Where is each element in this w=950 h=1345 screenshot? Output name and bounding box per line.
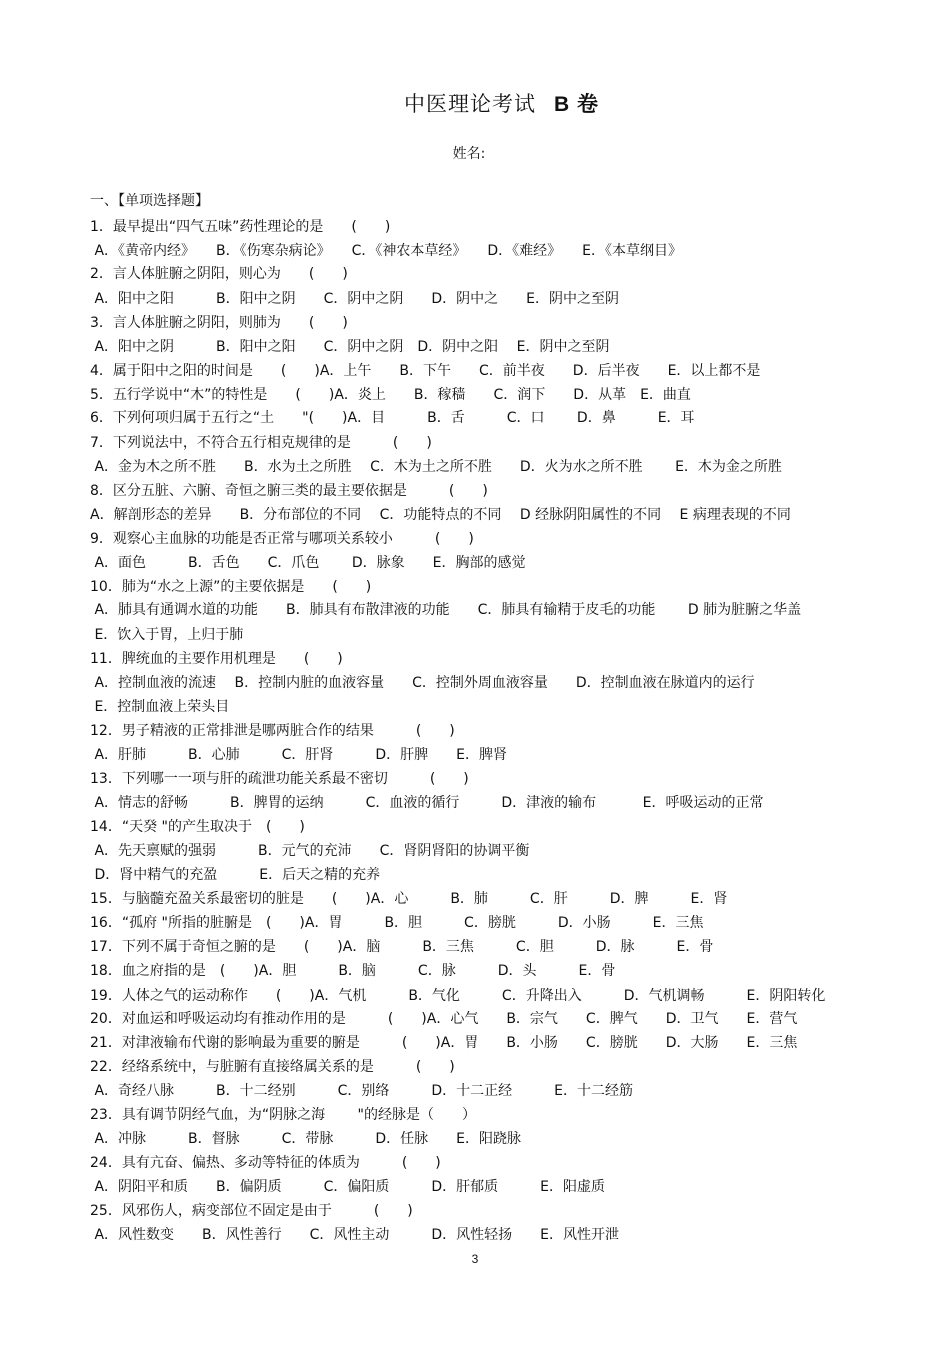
options-line: A．情志的舒畅 B．脾胃的运纳 C．血液的循行 D．津液的输布 E．呼吸运动的正常 — [90, 795, 764, 811]
question-line: 6．下列何项归属于五行之“土 "( )A．目 B．舌 C．口 D．鼻 E．耳 — [90, 410, 695, 426]
question-line: 3．言人体脏腑之阴阳，则肺为 ( ) — [90, 315, 348, 331]
options-line: A．控制血液的流速 B．控制内脏的血液容量 C．控制外周血液容量 D．控制血液在脉道内的运行 — [90, 675, 755, 691]
question-line: 19．人体之气的运动称作 ( )A．气机 B．气化 C．升降出入 D．气机调畅 E．阴阳转化 — [90, 988, 826, 1004]
options-line: A．阴阳平和质 B．偏阴质 C．偏阳质 D．肝郁质 E．阳虚质 — [90, 1179, 606, 1195]
options-line: A．阳中之阳 B．阳中之阴 C．阴中之阴 D．阴中之 E．阴中之至阴 — [90, 291, 620, 307]
question-line: 12．男子精液的正常排泄是哪两脏合作的结果 ( ) — [90, 723, 455, 739]
options-line: A．《黄帝内经》 B．《伤寒杂病论》 C．《神农本草经》 D．《难经》 E．《本草纲目》 — [90, 243, 683, 259]
options-line: A．肝肺 B．心肺 C．肝肾 D．肝脾 E．脾肾 — [90, 747, 508, 763]
name-label: 姓名: — [452, 146, 486, 162]
question-line: 2．言人体脏腑之阴阳，则心为 ( ) — [90, 266, 348, 282]
question-line: 16．“孤府 "所指的脏腑是 ( )A．胃 B．胆 C．膀胱 D．小肠 E．三焦 — [90, 915, 704, 931]
options-line: A．面色 B．舌色 C．爪色 D．脉象 E．胸部的感觉 — [90, 555, 526, 571]
options-line: A．风性数变 B．风性善行 C．风性主动 D．风性轻扬 E．风性开泄 — [90, 1227, 620, 1243]
title-text: 中医理论考试 — [404, 92, 536, 116]
options-line: A．奇经八脉 B．十二经别 C．别络 D．十二正经 E．十二经筋 — [90, 1083, 634, 1099]
options-line: A．先天禀赋的强弱 B．元气的充沛 C．肾阴肾阳的协调平衡 — [90, 843, 530, 859]
question-line: 18．血之府指的是 ( )A．胆 B．脑 C．脉 D．头 E．骨 — [90, 963, 616, 979]
question-line: 9．观察心主血脉的功能是否正常与哪项关系较小 ( ) — [90, 531, 474, 547]
question-line: 20．对血运和呼吸运动均有推动作用的是 ( )A．心气 B．宗气 C．脾气 D．卫气 E．营气 — [90, 1011, 798, 1027]
question-line: 1．最早提出“四气五味”药性理论的是 ( ) — [90, 219, 391, 235]
options-line: E．饮入于胃，上归于肺 — [90, 627, 244, 643]
section-heading: 一、【单项选择题】 — [90, 193, 209, 209]
options-line: D．肾中精气的充盈 E．后天之精的充养 — [90, 867, 381, 883]
question-line: 24．具有亢奋、偏热、多动等特征的体质为 ( ) — [90, 1155, 441, 1171]
options-line: A．冲脉 B．督脉 C．带脉 D．任脉 E．阳跷脉 — [90, 1131, 522, 1147]
options-line: E．控制血液上荣头目 — [90, 699, 230, 715]
question-line: 15．与脑髓充盈关系最密切的脏是 ( )A．心 B．肺 C．肝 D．脾 E．肾 — [90, 891, 728, 907]
question-line: 22．经络系统中，与脏腑有直接络属关系的是 ( ) — [90, 1059, 455, 1075]
question-line: 4．属于阳中之阳的时间是 ( )A．上午 B．下午 C．前半夜 D．后半夜 E．以上都不是 — [90, 363, 761, 379]
question-line: 5．五行学说中“木”的特性是 ( )A．炎上 B．稼穑 C．润下 D．从革 E．曲直 — [90, 387, 691, 403]
question-line: 11．脾统血的主要作用机理是 ( ) — [90, 651, 343, 667]
question-line: 10．肺为“水之上源”的主要依据是 ( ) — [90, 579, 372, 595]
question-line: 7．下列说法中，不符合五行相克规律的是 ( ) — [90, 435, 432, 451]
question-line: 23．具有调节阴经气血，为“阴脉之海 "的经脉是（ ） — [90, 1107, 476, 1123]
options-line: A．解剖形态的差异 B．分布部位的不同 C．功能特点的不同 D 经脉阴阳属性的不同 E 病理表现的不同 — [90, 507, 791, 523]
question-line: 25．风邪伤人，病变部位不固定是由于 ( ) — [90, 1203, 413, 1219]
question-line: 8．区分五脏、六腑、奇恒之腑三类的最主要依据是 ( ) — [90, 483, 488, 499]
page-number: 3 — [471, 1252, 479, 1266]
question-line: 21．对津液输布代谢的影响最为重要的腑是 ( )A．胃 B．小肠 C．膀胱 D．大肠 E．三焦 — [90, 1035, 798, 1051]
options-line: A．阳中之阴 B．阳中之阳 C．阴中之阴 D．阴中之阳 E．阴中之至阴 — [90, 339, 610, 355]
question-line: 13．下列哪一一项与肝的疏泄功能关系最不密切 ( ) — [90, 771, 469, 787]
options-line: A．肺具有通调水道的功能 B．肺具有布散津液的功能 C．肺具有输精于皮毛的功能 D 肺为脏腑之华盖 — [90, 602, 802, 618]
options-line: A．金为木之所不胜 B．水为土之所胜 C．木为土之所不胜 D．火为水之所不胜 E．木为金之所胜 — [90, 459, 782, 475]
page-title — [0, 88, 950, 118]
question-line: 17．下列不属于奇恒之腑的是 ( )A．脑 B．三焦 C．胆 D．脉 E．骨 — [90, 939, 714, 955]
question-line: 14．“天癸 "的产生取决于 ( ) — [90, 819, 305, 835]
title-suffix: B 卷 — [554, 93, 599, 116]
